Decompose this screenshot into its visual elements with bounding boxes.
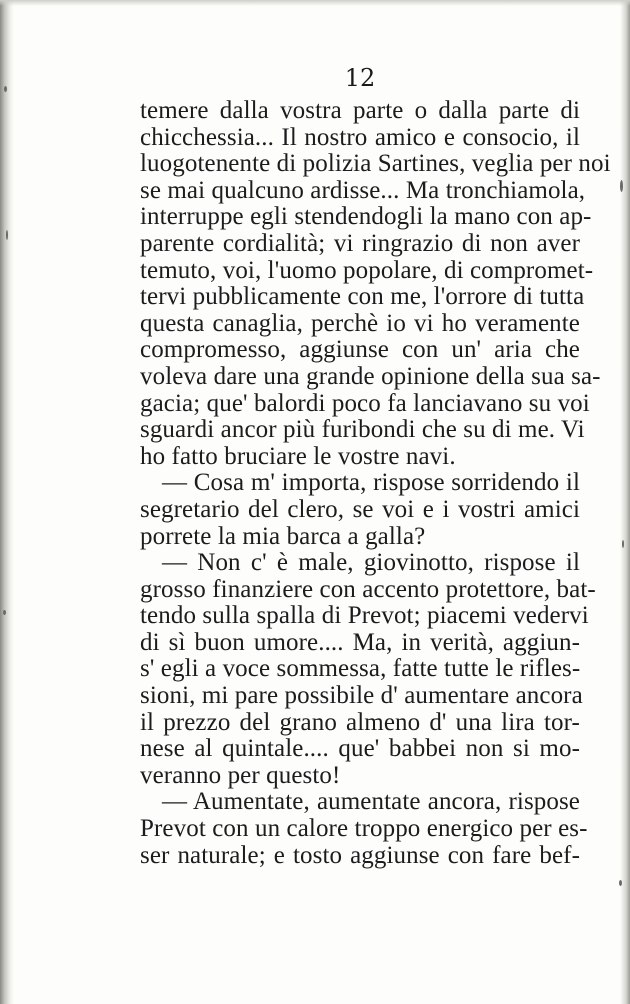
text-line: ser naturale; e tosto aggiunse con fare bef- — [140, 841, 580, 869]
text-line: voleva dare una grande opinione della sua sa- — [140, 362, 601, 390]
text-line: veranno per questo! — [140, 761, 341, 789]
text-line: Prevot con un calore troppo energico per es- — [140, 815, 588, 843]
text-line: compromesso, aggiunse con un' aria che — [140, 336, 580, 364]
text-line: luogotenente di polizia Sartines, veglia per noi — [140, 150, 611, 178]
page-top-edge — [0, 0, 630, 6]
binding-edge — [0, 0, 14, 1004]
text-line: — Non c' è male, giovinotto, rispose il — [162, 549, 580, 577]
text-line: — Cosa m' importa, rispose sorridendo il — [162, 469, 580, 497]
text-line: sioni, mi pare possibile d' aumentare ancora — [140, 682, 583, 710]
text-line: porrete la mia barca a galla? — [140, 522, 426, 550]
scan-speck — [4, 86, 7, 92]
text-line: questa canaglia, perchè io vi ho veramente — [140, 309, 580, 337]
text-line: tendo sulla spalla di Prevot; piacemi vedervi — [140, 602, 589, 630]
text-line: interruppe egli stendendogli la mano con ap- — [140, 203, 592, 231]
text-line: ho fatto bruciare le vostre navi. — [140, 442, 456, 470]
text-line: parente cordialità; vi ringrazio di non aver — [140, 229, 580, 257]
page-right-edge — [620, 0, 630, 1004]
text-line: grosso finanziere con accento protettore, bat- — [140, 575, 596, 603]
text-line: sguardi ancor più furibondi che su di me. Vi — [140, 416, 585, 444]
text-line: tervi pubblicamente con me, l'orrore di tutta — [140, 283, 585, 311]
text-line: se mai qualcuno ardisse... Ma tronchiamola, — [140, 176, 586, 204]
text-line: gacia; que' balordi poco fa lanciavano su voi — [140, 389, 590, 417]
text-line: il prezzo del grano almeno d' una lira tor- — [140, 708, 580, 736]
scan-speck — [620, 180, 623, 192]
scan-speck — [622, 540, 624, 548]
text-line: s' egli a voce sommessa, fatte tutte le rifles- — [140, 655, 581, 683]
text-line: — Aumentate, aumentate ancora, rispose — [162, 788, 580, 816]
text-line: nese al quintale.... que' babbei non si mo- — [140, 735, 580, 763]
text-line: segretario del clero, se voi e i vostri amici — [140, 495, 580, 523]
scan-speck — [6, 230, 8, 240]
text-line: di sì buon umore.... Ma, in verità, aggiun- — [140, 628, 580, 656]
scan-speck — [3, 610, 6, 615]
text-line: temere dalla vostra parte o dalla parte di — [140, 97, 580, 124]
body-text — [140, 97, 611, 869]
scan-speck — [619, 880, 622, 886]
text-line: temuto, voi, l'uomo popolare, di compromet- — [140, 256, 594, 284]
text-line: chicchessia... Il nostro amico e consocio, il — [140, 123, 580, 151]
page-number: 12 — [344, 64, 376, 92]
